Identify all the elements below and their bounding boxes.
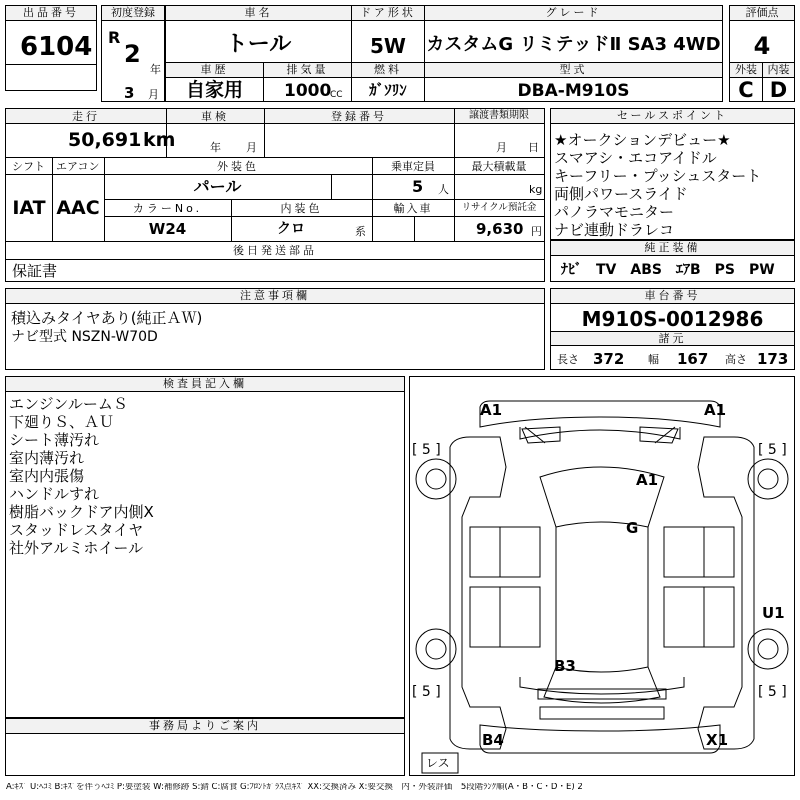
color-number-label: カラーNo. — [132, 202, 203, 215]
mileage-label: 走行 — [72, 110, 100, 123]
interior-color-label: 内装色 — [280, 202, 323, 215]
recycle-fee-label: リサイクル預託金 — [461, 202, 537, 213]
air-conditioner: AAC — [56, 197, 100, 219]
equipment-list: ﾅﾋﾞ TV ABS ｴｱB PS PW — [561, 262, 775, 278]
note-line: 積込みタイヤあり(純正ＡＷ) — [11, 309, 203, 327]
later-parts-label: 後日発送部品 — [233, 244, 317, 257]
interior-grade: D — [769, 78, 788, 102]
mark-rear-right-door: U1 — [762, 604, 785, 622]
legend: A:ｷｽﾞ U:ﾍｺﾐ B:ｷｽﾞを伴うﾍｺﾐ P:要塗装 W:補修跡 S:錆 C:腐食 G:ﾌﾛﾝﾄｶﾞﾗｽ点ｷｽﾞ XX:交換済み X:要交換 内・外装評価 5段階ﾗﾝｸ順(A・B・C・D・E) 2 — [6, 783, 583, 792]
sales-point-line: キーフリー・プッシュスタート — [554, 167, 762, 185]
door-label: ドア形状 — [352, 6, 424, 21]
spare-tire: レス — [426, 756, 450, 770]
sales-points-box — [550, 108, 795, 240]
mark-front-right: A1 — [704, 401, 727, 419]
score-label: 評価点 — [730, 6, 794, 21]
model-label: 型式 — [425, 63, 722, 78]
tire-front-left: [ 5 ] — [412, 442, 441, 458]
damage-diagram — [409, 376, 795, 776]
displacement: 1000 — [284, 81, 332, 101]
height-label: 高さ — [725, 353, 747, 366]
transfer-day-unit: 日 — [528, 141, 539, 154]
equipment-label: 純正装備 — [551, 241, 794, 256]
inspector-note-line: 社外アルミホイール — [9, 539, 144, 557]
history-cell — [165, 62, 264, 102]
mark-rear-hatch: B3 — [554, 657, 576, 675]
vehicle-details-block — [5, 108, 545, 282]
history-label: 車歴 — [166, 63, 263, 78]
displacement-unit: CC — [330, 90, 343, 100]
note-line: ナビ型式 NSZN-W70D — [11, 329, 158, 345]
car-outline — [410, 377, 794, 775]
displacement-cell — [263, 62, 352, 102]
door-cell — [351, 5, 425, 63]
inspector-note-line: スタッドレスタイヤ — [9, 521, 144, 539]
ac-label: エアコン — [56, 160, 100, 173]
width: 167 — [677, 350, 709, 368]
score: 4 — [753, 32, 771, 60]
transfer-month-unit: 月 — [496, 141, 507, 154]
lot-number-cell — [5, 5, 97, 91]
era: R — [108, 28, 121, 47]
sales-point-line: スマアシ・エコアイドル — [554, 149, 717, 167]
dimensions-label: 諸元 — [551, 331, 794, 346]
inspection-month-unit: 月 — [246, 141, 257, 154]
tire-rear-left: [ 5 ] — [412, 684, 441, 700]
length-label: 長さ — [557, 353, 579, 366]
fuel-cell — [351, 62, 425, 102]
notes-label: 注意事項欄 — [6, 289, 544, 304]
length: 372 — [593, 350, 625, 368]
inspection-year-unit: 年 — [210, 141, 221, 154]
grade-cell — [424, 5, 723, 63]
sales-point-line: ★オークションデビュー★ — [554, 131, 731, 149]
width-label: 幅 — [648, 353, 659, 366]
inspector-note-line: ハンドルすれ — [9, 485, 100, 503]
interior-color: クロ — [277, 221, 305, 237]
car-name: トール — [225, 32, 292, 57]
mark-front-left: A1 — [480, 401, 503, 419]
interior-color-unit: 系 — [355, 225, 366, 238]
max-load-label: 最大積載量 — [471, 160, 527, 173]
inspector-notes-label: 検査員記入欄 — [6, 377, 404, 392]
chassis-number-label: 車台番号 — [551, 289, 794, 304]
max-load-unit: kg — [529, 183, 543, 196]
sales-point-line: 両側パワースライド — [554, 185, 688, 203]
chassis-number: M910S-0012986 — [581, 307, 764, 331]
lot-number: 6104 — [20, 32, 93, 62]
year-unit: 年 — [150, 63, 161, 76]
tire-front-right: [ 5 ] — [758, 442, 787, 458]
car-name-label: 車名 — [166, 6, 351, 21]
later-parts: 保証書 — [12, 262, 58, 280]
tire-rear-right: [ 5 ] — [758, 684, 787, 700]
history: 自家用 — [185, 79, 243, 101]
height: 173 — [757, 350, 789, 368]
displacement-label: 排気量 — [264, 63, 351, 78]
capacity-unit: 人 — [438, 183, 449, 196]
notes-box — [5, 288, 545, 370]
registration-number-label: 登録番号 — [331, 110, 387, 123]
model-code: DBA-M910S — [517, 81, 630, 101]
inspector-note-line: 室内内張傷 — [9, 467, 85, 485]
office-notice-box — [5, 718, 405, 776]
import-label: 輸入車 — [393, 202, 433, 215]
recycle-fee: 9,630 — [476, 220, 524, 238]
shift-label: シフト — [12, 160, 45, 173]
mark-rear-left-corner: B4 — [482, 731, 504, 749]
mark-windshield: G — [626, 519, 639, 537]
sales-point-line: パノラマモニター — [554, 203, 675, 221]
interior-score-cell — [762, 62, 795, 102]
inspector-note-line: シート薄汚れ — [9, 431, 100, 449]
first-registration-label: 初度登録 — [102, 6, 164, 21]
color-number: W24 — [148, 220, 187, 238]
sales-points-label: セールスポイント — [551, 109, 794, 124]
exterior-score-cell — [729, 62, 763, 102]
registration-month: 3 — [124, 84, 135, 102]
score-cell — [729, 5, 795, 63]
fuel-label: 燃料 — [352, 63, 424, 78]
inspector-notes-box — [5, 376, 405, 718]
exterior-label: 外装 — [730, 63, 762, 78]
recycle-fee-unit: 円 — [531, 225, 542, 238]
mileage-unit: km — [143, 129, 176, 151]
exterior-color: パール — [193, 177, 242, 196]
exterior-grade: C — [738, 78, 754, 102]
mark-rear-right-corner: X1 — [706, 731, 729, 749]
equipment-box — [550, 240, 795, 282]
interior-label: 内装 — [763, 63, 794, 78]
inspector-note-line: エンジンルームＳ — [9, 395, 128, 413]
transfer-deadline-label: 譲渡書類期限 — [469, 110, 529, 121]
car-name-cell — [165, 5, 352, 63]
model-cell — [424, 62, 723, 102]
capacity: 5 — [412, 177, 424, 196]
grade: カスタムG リミテッドⅡ SA3 4WD — [426, 34, 721, 55]
grade-label: グレード — [425, 6, 722, 21]
mileage: 50,691 — [68, 129, 142, 151]
inspection-label: 車検 — [201, 110, 229, 123]
first-registration-cell — [101, 5, 165, 102]
inspector-note-line: 樹脂バックドア内側X — [9, 503, 154, 521]
sales-point-line: ナビ連動ドラレコ — [554, 221, 675, 239]
inspector-note-line: 室内薄汚れ — [9, 449, 85, 467]
door-type: 5W — [370, 34, 406, 58]
inspector-note-line: 下廻りＳ、ＡＵ — [9, 413, 115, 431]
office-notice-label: 事務局よりご案内 — [6, 719, 404, 734]
capacity-label: 乗車定員 — [391, 160, 435, 173]
lot-number-label: 出品番号 — [6, 6, 96, 21]
fuel: ｶﾞｿﾘﾝ — [369, 81, 407, 99]
chassis-box — [550, 288, 795, 370]
mark-hood: A1 — [636, 471, 659, 489]
month-unit: 月 — [148, 88, 159, 101]
registration-year: 2 — [124, 40, 141, 68]
shift: IAT — [12, 197, 46, 219]
exterior-color-label: 外装色 — [217, 160, 259, 173]
